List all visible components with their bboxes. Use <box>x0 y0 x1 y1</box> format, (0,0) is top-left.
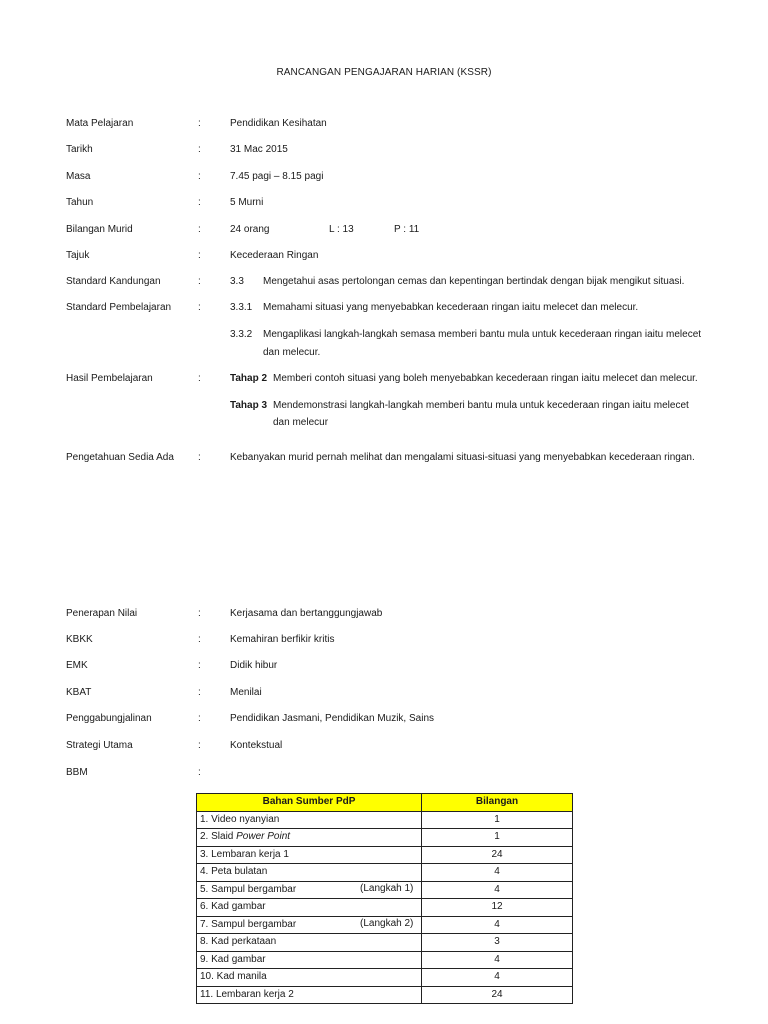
field-colon: : <box>198 373 201 384</box>
item-cell <box>197 829 422 847</box>
field-value: Pendidikan Jasmani, Pendidikan Muzik, Sains <box>230 713 434 724</box>
table-row <box>197 899 573 917</box>
standard-number: 3.3.2 <box>230 329 253 340</box>
quantity-cell: 24 <box>422 846 573 864</box>
table-row <box>197 951 573 969</box>
field-penerapan-nilai <box>0 607 768 621</box>
quantity-cell: 4 <box>422 951 573 969</box>
field-label: Bilangan Murid <box>66 224 133 235</box>
table-row <box>197 864 573 882</box>
table-row <box>197 916 573 934</box>
quantity-cell: 3 <box>422 934 573 952</box>
quantity-cell: 4 <box>422 969 573 987</box>
item-cell <box>197 969 422 987</box>
female-count: P : 11 <box>394 224 420 235</box>
field-colon: : <box>198 302 201 313</box>
item-name: 5. Sampul bergambar <box>200 883 297 895</box>
table-body <box>197 811 573 1004</box>
field-label: Penerapan Nilai <box>66 608 138 619</box>
quantity-cell: 4 <box>422 864 573 882</box>
field-colon: : <box>198 687 201 698</box>
field-tajuk <box>0 249 768 263</box>
field-label: KBKK <box>66 634 93 645</box>
field-label: Tajuk <box>66 250 90 261</box>
field-colon: : <box>198 452 201 463</box>
field-colon: : <box>198 713 201 724</box>
field-value: Kebanyakan murid pernah melihat dan mengalami situasi-situasi yang menyebabkan kecederaan ringan. <box>230 452 695 463</box>
field-colon: : <box>198 634 201 645</box>
field-value: Menilai <box>230 687 262 698</box>
field-value: Pendidikan Kesihatan <box>230 118 327 129</box>
quantity-cell: 4 <box>422 881 573 899</box>
table-row <box>197 934 573 952</box>
field-colon: : <box>198 740 201 751</box>
field-colon: : <box>198 197 201 208</box>
field-label: Standard Pembelajaran <box>66 302 172 313</box>
table-row <box>197 881 573 899</box>
field-value: Kemahiran berfikir kritis <box>230 634 335 645</box>
field-colon: : <box>198 608 201 619</box>
item-cell <box>197 846 422 864</box>
field-bbm <box>0 766 768 780</box>
table-row <box>197 986 573 1004</box>
tahap-text-continued: dan melecur <box>273 417 329 428</box>
field-value: Kontekstual <box>230 740 283 751</box>
item-cell <box>197 811 422 829</box>
field-label: Hasil Pembelajaran <box>66 373 153 384</box>
header-bahan-sumber: Bahan Sumber PdP <box>197 794 422 812</box>
quantity-cell: 1 <box>422 829 573 847</box>
field-mata-pelajaran <box>0 117 768 131</box>
standard-number: 3.3.1 <box>230 302 253 313</box>
item-name: 6. Kad gambar <box>200 901 266 913</box>
field-colon: : <box>198 276 201 287</box>
standard-pembelajaran-item-continued <box>0 346 768 360</box>
field-bilangan-murid <box>0 223 768 237</box>
standard-text: Mengaplikasi langkah-langkah semasa memberi bantu mula untuk kecederaan ringan iaitu melecet <box>263 329 702 340</box>
table-row <box>197 811 573 829</box>
hasil-pembelajaran-item-continued <box>0 416 768 430</box>
field-colon: : <box>198 171 201 182</box>
item-cell <box>197 916 422 934</box>
field-label: Pengetahuan Sedia Ada <box>66 452 174 463</box>
field-value: 7.45 pagi – 8.15 pagi <box>230 171 324 182</box>
standard-text-continued: dan melecur. <box>263 347 321 358</box>
field-emk <box>0 659 768 673</box>
item-cell <box>197 881 422 899</box>
field-tahun <box>0 196 768 210</box>
field-label: Mata Pelajaran <box>66 118 134 129</box>
field-standard-kandungan <box>0 275 768 289</box>
tahap-label: Tahap 3 <box>230 400 268 411</box>
field-kbat <box>0 686 768 700</box>
standard-text: Mengetahui asas pertolongan cemas dan kepentingan bertindak dengan bijak mengikut situasi. <box>263 276 685 287</box>
item-cell <box>197 899 422 917</box>
field-pengetahuan-sedia-ada <box>0 451 768 465</box>
field-kbkk <box>0 633 768 647</box>
field-value: 24 orang <box>230 224 270 235</box>
field-label: Standard Kandungan <box>66 276 161 287</box>
item-name: 9. Kad gambar <box>200 953 266 965</box>
item-name: 11. Lembaran kerja 2 <box>200 988 294 1000</box>
item-name: 10. Kad manila <box>200 971 267 983</box>
quantity-cell: 12 <box>422 899 573 917</box>
field-colon: : <box>198 144 201 155</box>
table-header-row <box>197 794 573 812</box>
table-row <box>197 829 573 847</box>
male-count: L : 13 <box>329 224 354 235</box>
field-colon: : <box>198 224 201 235</box>
bbm-table <box>196 793 573 1004</box>
field-label: KBAT <box>66 687 92 698</box>
quantity-cell: 4 <box>422 916 573 934</box>
table-row <box>197 969 573 987</box>
item-name: 7. Sampul bergambar <box>200 918 297 930</box>
item-name: 3. Lembaran kerja 1 <box>200 848 289 860</box>
field-standard-pembelajaran <box>0 301 768 315</box>
standard-number: 3.3 <box>230 276 244 287</box>
hasil-pembelajaran-item <box>0 399 768 413</box>
field-tarikh <box>0 143 768 157</box>
field-label: Tahun <box>66 197 94 208</box>
item-cell <box>197 864 422 882</box>
item-name-italic: Power Point <box>236 831 291 843</box>
field-masa <box>0 170 768 184</box>
page-title: RANCANGAN PENGAJARAN HARIAN (KSSR) <box>276 67 492 78</box>
field-value: Kerjasama dan bertanggungjawab <box>230 608 383 619</box>
item-cell <box>197 934 422 952</box>
header-bilangan: Bilangan <box>422 794 573 812</box>
field-label: Penggabungjalinan <box>66 713 152 724</box>
quantity-cell: 1 <box>422 811 573 829</box>
field-colon: : <box>198 250 201 261</box>
item-cell <box>197 986 422 1004</box>
field-colon: : <box>198 767 201 778</box>
field-value: 31 Mac 2015 <box>230 144 288 155</box>
item-name: 4. Peta bulatan <box>200 866 268 878</box>
standard-pembelajaran-item <box>0 328 768 342</box>
field-value: Didik hibur <box>230 660 278 671</box>
quantity-cell: 24 <box>422 986 573 1004</box>
field-penggabungjalinan <box>0 712 768 726</box>
field-strategi-utama <box>0 739 768 753</box>
field-label: EMK <box>66 660 88 671</box>
item-note: (Langkah 1) <box>360 882 414 894</box>
item-name: 2. Slaid <box>200 831 237 843</box>
field-colon: : <box>198 118 201 129</box>
tahap-text: Mendemonstrasi langkah-langkah memberi bantu mula untuk kecederaan ringan iaitu melecet <box>273 400 689 411</box>
tahap-text: Memberi contoh situasi yang boleh menyebabkan kecederaan ringan iaitu melecet dan melecur. <box>273 373 698 384</box>
field-label: Tarikh <box>66 144 93 155</box>
field-value: 5 Murni <box>230 197 264 208</box>
field-value: Kecederaan Ringan <box>230 250 319 261</box>
standard-text: Memahami situasi yang menyebabkan kecederaan ringan iaitu melecet dan melecur. <box>263 302 639 313</box>
field-label: Masa <box>66 171 91 182</box>
field-colon: : <box>198 660 201 671</box>
table-row <box>197 846 573 864</box>
field-label: Strategi Utama <box>66 740 133 751</box>
item-note: (Langkah 2) <box>360 917 414 929</box>
field-label: BBM <box>66 767 88 778</box>
item-name: 8. Kad perkataan <box>200 936 277 948</box>
item-cell <box>197 951 422 969</box>
item-name: 1. Video nyanyian <box>200 813 280 825</box>
tahap-label: Tahap 2 <box>230 373 268 384</box>
field-hasil-pembelajaran <box>0 372 768 386</box>
